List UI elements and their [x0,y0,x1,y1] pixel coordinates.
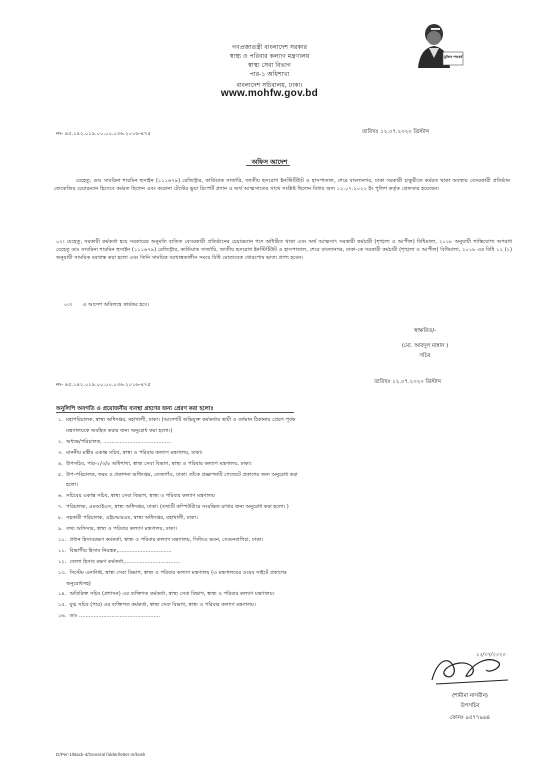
signature-designation: সচিব [419,353,431,359]
copy-list-item: মন্ত্রণালয়কে অবহিত করার জন্য অনুরোধ করা হলো।) [58,427,173,434]
copy-list-item: ১১. বিভাগীয় হিসাব নিয়ন্ত্রক,................................. [58,547,172,554]
copy-list-item: ২. অধ্যক্ষ/পরিচালক, .......................................... [58,438,172,445]
footer-path: D/Per-1/Back-4/General folder/letter m/kosh [56,752,146,757]
copy-list-item: ১৫. যুগ্ম সচিব (পার) এর ব্যক্তিগত কর্মকর্তা, স্বাস্থ্য সেবা বিভাগ, স্বাস্থ্য ও পরিবার কল্যাণ মন্ত্রণালয়। [58,602,256,609]
signature-2-phone: ফোনঃ ৯৫৭৭৯৬৪ [449,715,490,721]
copy-list-item: ১. মহাপরিচালক, স্বাস্থ্য অধিদপ্তর, মহাখালী, ঢাকা। (আদেশটি অভিযুক্ত কর্মকর্তার স্থায়ী ও বর্তমান ঠিকানায় প্রেরণ পূর্বক [58,417,296,423]
copy-list-item: ৪. উপসচিব, পার-২/৩/৪ অধিশাখা, স্বাস্থ্য সেবা বিভাগ, স্বাস্থ্য ও পরিবার কল্যাণ মন্ত্রণালয়, ঢাকা। [58,460,252,467]
copy-heading-underline [56,412,294,413]
signature-2-date: ১২/০৭/২০২০ [476,652,506,658]
copy-list-item: ১৬. ডাঃ .................................................. [58,613,160,620]
copy-list-item: ৫. উপ-পরিচালক, ফরম ও প্রকাশনা অধিদপ্তর, তেজগাঁও, ঢাকা। তাঁকে প্রজ্ঞাপনটি গেজেটে প্রকাশের জন্য অনুরোধ করা [58,471,298,478]
copy-heading: অনুলিপি অবগতি ও প্রয়োজনীয় ব্যবস্থা গ্রহণের জন্য প্রেরণ করা হলোঃ [56,406,214,412]
copy-list-item: ১০. প্রধান হিসাবরক্ষণ কর্মকর্তা, স্বাস্থ্য ও পরিবার কল্যাণ মন্ত্রণালয়, সিজিএ ভবন, সেগুনবাগিচা, ঢাকা। [58,536,264,543]
reference-number: নং- ৪৫.১৪২.০১৯.০০.০০.০৩৬.২০১৬-৪৭৫ [56,131,151,137]
paragraph-1: যেহেতু, ডাঃ সাবরিনা শারমিন হুসাইন (১১১৬৭৯) রেজিস্ট্রার, কার্ডিয়াক সার্জারি, জাতীয় হৃদরোগ ইনস্টিটিউট ও হাসপাতাল, শেরে বাংলানগর, ঢাকা সরকারী চাকুরীতে কর্মরত থাকা অবস্থায় বেসরকারী প্রতিষ্ঠান জেকেজির চেয়ারম্যান হিসেবে কর্মরত ছিলেন এবং করোনা টেস্টের ভুয়া রিপোর্ট প্রদান ও অর্থ আত্মসাতের সাথে সংশ্লিষ্ট ছিলেন বিধায় অদ্য ১২.০৭.২০২০ ইং পুলিশ কর্তৃক গ্রেফতার হয়েছেন। [54,178,510,192]
signature-signed: স্বাক্ষরিত/- [413,328,437,334]
header-secretariat: বাংলাদেশ সচিবালয়, ঢাকা। [236,82,303,89]
mujib-logo [412,22,464,68]
reference-date: তারিখঃ ১২.০৭.২০২০ খ্রিস্টাব্দ [362,129,430,135]
header-ministry: স্বাস্থ্য ও পরিবার কল্যাণ মন্ত্রণালয় [229,53,310,60]
copy-list-item: ১২. জেলা হিসাব রক্ষণ কর্মকর্তা,.................................. [58,558,180,565]
signature-2-designation: উপসচিব [460,703,480,709]
signature-2-handwritten [428,650,516,690]
copy-list-item: ১৩. সিস্টেম এনালিষ্ট, স্বাস্থ্য সেবা বিভাগ, স্বাস্থ্য ও পরিবার কল্যাণ মন্ত্রণালয় (এ মন্ত্রণালয়ের ওয়েব সাইটে প্রকাশের [58,569,287,576]
copy-list-item: ৩. মাননীয় মন্ত্রীর একান্ত সচিব, স্বাস্থ্য ও পরিবার কল্যাণ মন্ত্রণালয়, ঢাকা। [58,449,203,456]
paragraph-3: ০৩। এ আদেশ অবিলম্বে কার্যকর হবে। [64,302,149,308]
header-branch: পার-১ অধিশাখা [249,71,290,78]
logo-text: মুজিব শতবর্ষ [444,55,463,59]
copy-list-item: ১৪. অতিরিক্ত সচিব (প্রশাসন) এর ব্যক্তিগত কর্মকর্তা, স্বাস্থ্য সেবা বিভাগ, স্বাস্থ্য ও পরিবার কল্যাণ মন্ত্রণালয়। [58,591,275,598]
signature-2-name: (শামীমা নাসরীন) [452,693,488,699]
reference-number-2: নং- ৪৫.১৪২.০১৯.০০.০০.০৩৬.২০১৬-৪৭৫ [56,382,151,388]
copy-list-item: ৮. সহকারী পরিচালক, এইচআরএম, স্বাস্থ্য অধিদপ্তর, মহাখালী, ঢাকা। [58,515,198,522]
copy-list-item: ৭. পরিচালক, এমআইএস, স্বাস্থ্য অধিদপ্তর, ঢাকা। (তথ্যটি কম্পিউটারে সংরক্ষিত রাখার জন্য অনুরোধ করা হলো। ) [58,504,289,511]
header-division: স্বাস্থ্য সেবা বিভাগ [248,62,291,69]
reference-date-2: তারিখঃ ১২.০৭.২০২০ খ্রিস্টাব্দ [374,379,442,385]
header-website: www.mohfw.gov.bd [220,88,319,99]
header-government: গণপ্রজাতন্ত্রী বাংলাদেশ সরকার [231,44,308,51]
copy-list-item: অনুরোধসহ) [58,580,91,587]
order-title: অফিস আদেশ [251,158,288,166]
copy-list-item: ৬. সচিবের একান্ত সচিব, স্বাস্থ্য সেবা বিভাগ, স্বাস্থ্য ও পরিবার কল্যাণ মন্ত্রণালয় [58,493,215,500]
copy-list-item: ৯. তথ্য অফিসার, স্বাস্থ্য ও পরিবার কল্যাণ মন্ত্রণালয়, ঢাকা। [58,526,177,532]
paragraph-2: ০২। যেহেতু, সরকারী কর্মকর্তা হয়ে সরকারের অনুমতি ব্যতিত বেসরকারী প্রতিষ্ঠানের চেয়ারম্যান পদে অধিষ্ঠিত থাকা এবং অর্থ আত্মসাৎ সরকারী কর্মচারী (শৃঙ্খলা ও আপীল) বিধিমালা, ২০১৮ অনুযায়ী শাস্তিযোগ্য অপরাধ যেহেতু ডাঃ সাবরিনা শারমিন হুসাইন (১১১৬৭৯) রেজিস্ট্রার, কার্ডিয়াক সার্জারি, জাতীয় হৃদরোগ ইনস্টিটিউট ও হাসপাতাল, শেরে বাংলানগর, ঢাকা-কে সরকারী কর্মচারী (শৃঙ্খলা ও আপীল) বিধিমালা, ২০১৮ এর বিধি ১২ (১) অনুযায়ী সাময়িক বরখাস্ত করা হলো এবং তিনি সাময়িক বরখাস্তকালীন সময়ে বিধি মোতাবেক খোরপোষ ভাতা প্রাপ্য হবেন। [56,239,512,261]
signature-name: (মো. আবদুল মান্নান ) [401,343,449,349]
copy-list-item: হলো। [58,482,78,489]
title-underline [246,165,290,166]
